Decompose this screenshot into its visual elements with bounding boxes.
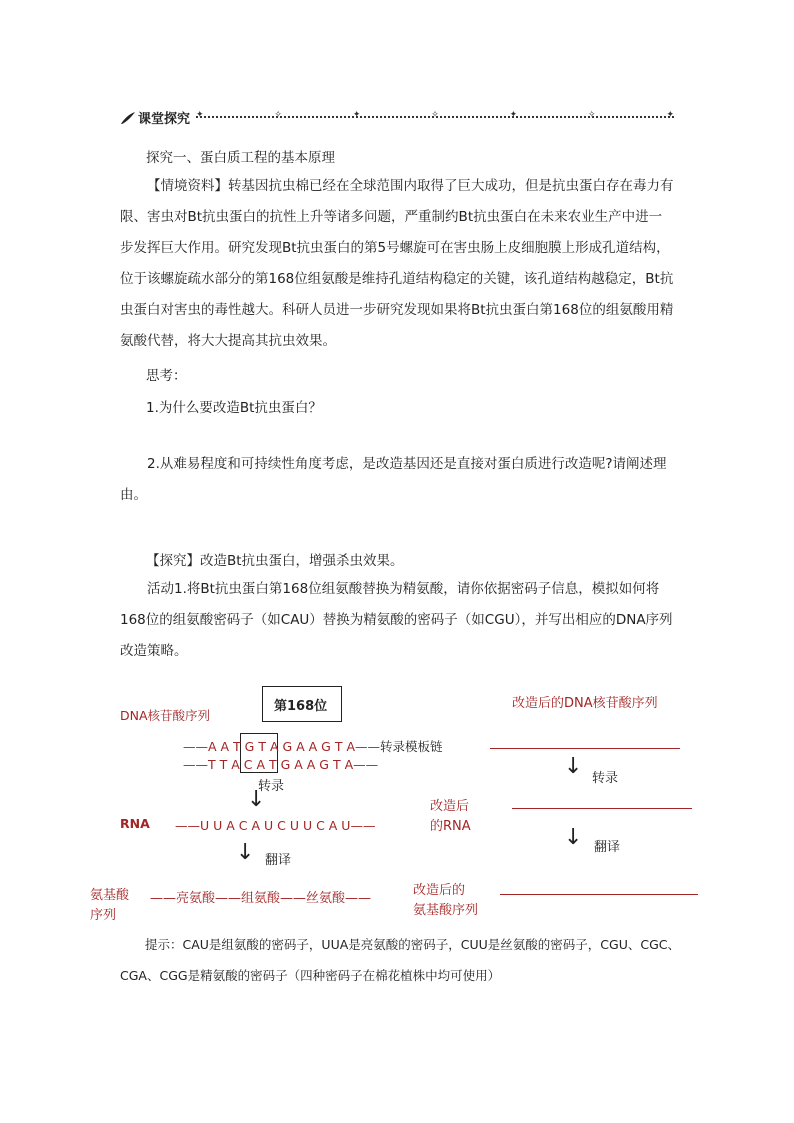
down-arrow-icon: ↓ xyxy=(236,840,255,865)
coding-post: G A A G T A—— xyxy=(276,757,379,772)
think-label: 思考： xyxy=(146,368,187,384)
header-title: 课堂探究 xyxy=(138,112,191,127)
template-post: G A A G T A—— xyxy=(278,739,381,754)
down-arrow-icon: ↓ xyxy=(564,754,583,779)
template-pre: ——A A T xyxy=(183,739,245,754)
template-strand xyxy=(183,737,443,755)
modified-transcription-label: 转录 xyxy=(592,771,619,786)
modified-rna-label-1: 改造后 xyxy=(430,799,470,814)
transcription-label: 转录 xyxy=(258,779,285,794)
star-icon: ✦ xyxy=(666,110,674,120)
scenario-text: 【情境资料】转基因抗虫棉已经在全球范围内取得了巨大成功，但是抗虫蛋白存在毒力有限、害虫对Bt抗虫蛋白的抗性上升等诸多问题，严重制约Bt抗虫蛋白在未来农业生产中进一步发挥巨大作用。研究发现Bt抗虫蛋白的第5号螺旋可在害虫肠上皮细胞膜上形成孔道结构，位于该螺旋疏水部分的第168位组氨酸是维持孔道结构稳定的关键，该孔道结构越稳定，Bt抗虫蛋白对害虫的毒性越大。科研人员进一步研究发现如果将Bt抗虫蛋白第168位的组氨酸用精氨酸代替，将大大提高其抗虫效果。 xyxy=(120,178,674,349)
amino-acid-sequence: ——亮氨酸——组氨酸——丝氨酸—— xyxy=(150,891,372,906)
question-2-block xyxy=(120,449,675,511)
position-168-label: 第168位 xyxy=(274,699,328,714)
hint-block xyxy=(120,929,680,991)
activity-block xyxy=(120,574,675,667)
amino-acid-label xyxy=(90,886,129,926)
modified-rna-blank xyxy=(512,808,692,809)
translation-label: 翻译 xyxy=(265,853,292,868)
header-stars xyxy=(196,110,674,120)
modified-amino-acid-label-2: 氨基酸序列 xyxy=(413,903,479,918)
hint-text: 提示：CAU是组氨酸的密码子，UUA是亮氨酸的密码子，CUU是丝氨酸的密码子，CGU、CGC、CGA、CGG是精氨酸的密码子（四种密码子在棉花植株中均可使用） xyxy=(120,937,681,983)
template-strand-name: 转录模板链 xyxy=(380,739,443,754)
pen-icon xyxy=(120,111,136,125)
section-header xyxy=(120,108,190,127)
section-title: 探究一、蛋白质工程的基本原理 xyxy=(146,150,335,166)
modified-amino-acid-label xyxy=(413,881,478,921)
question-1: 1.为什么要改造Bt抗虫蛋白？ xyxy=(146,400,322,416)
modified-dna-label: 改造后的DNA核苷酸序列 xyxy=(512,696,658,711)
modified-rna-label xyxy=(430,797,471,837)
star-icon: ✦ xyxy=(509,110,518,120)
star-icon: ✦ xyxy=(196,110,204,120)
modified-amino-acid-label-1: 改造后的 xyxy=(413,883,466,898)
coding-pre: ——T T A xyxy=(183,757,244,772)
activity-text: 活动1.将Bt抗虫蛋白第168位组氨酸替换为精氨酸，请你依据密码子信息，模拟如何将168位的组氨酸密码子（如CAU）替换为精氨酸的密码子（如CGU），并写出相应的DNA序列改造策略。 xyxy=(120,581,673,659)
star-icon: ✧ xyxy=(431,110,439,120)
down-arrow-icon: ↓ xyxy=(247,787,266,812)
modified-dna-blank xyxy=(490,748,680,749)
rna-label: RNA xyxy=(120,816,150,831)
explore-title: 【探究】改造Bt抗虫蛋白，增强杀虫效果。 xyxy=(146,553,404,569)
down-arrow-icon: ↓ xyxy=(564,825,583,850)
template-codon: G T A xyxy=(244,739,279,754)
star-icon: ✦ xyxy=(352,110,361,120)
coding-codon: C A T xyxy=(243,757,277,772)
modified-translation-label: 翻译 xyxy=(594,840,621,855)
star-icon: ✧ xyxy=(588,110,596,120)
question-2: 2.从难易程度和可持续性角度考虑，是改造基因还是直接对蛋白质进行改造呢?请阐述理由。 xyxy=(120,456,667,503)
modified-rna-label-2: 的RNA xyxy=(430,819,471,834)
coding-strand xyxy=(183,757,378,772)
dna-label: DNA核苷酸序列 xyxy=(120,708,211,723)
star-icon: ✧ xyxy=(274,110,282,120)
rna-sequence: ——U U A C A U C U U C A U—— xyxy=(175,818,376,833)
amino-acid-label-2: 序列 xyxy=(90,908,117,923)
modified-amino-acid-blank xyxy=(500,894,698,895)
amino-acid-label-1: 氨基酸 xyxy=(90,888,130,903)
scenario-paragraph xyxy=(120,171,675,357)
